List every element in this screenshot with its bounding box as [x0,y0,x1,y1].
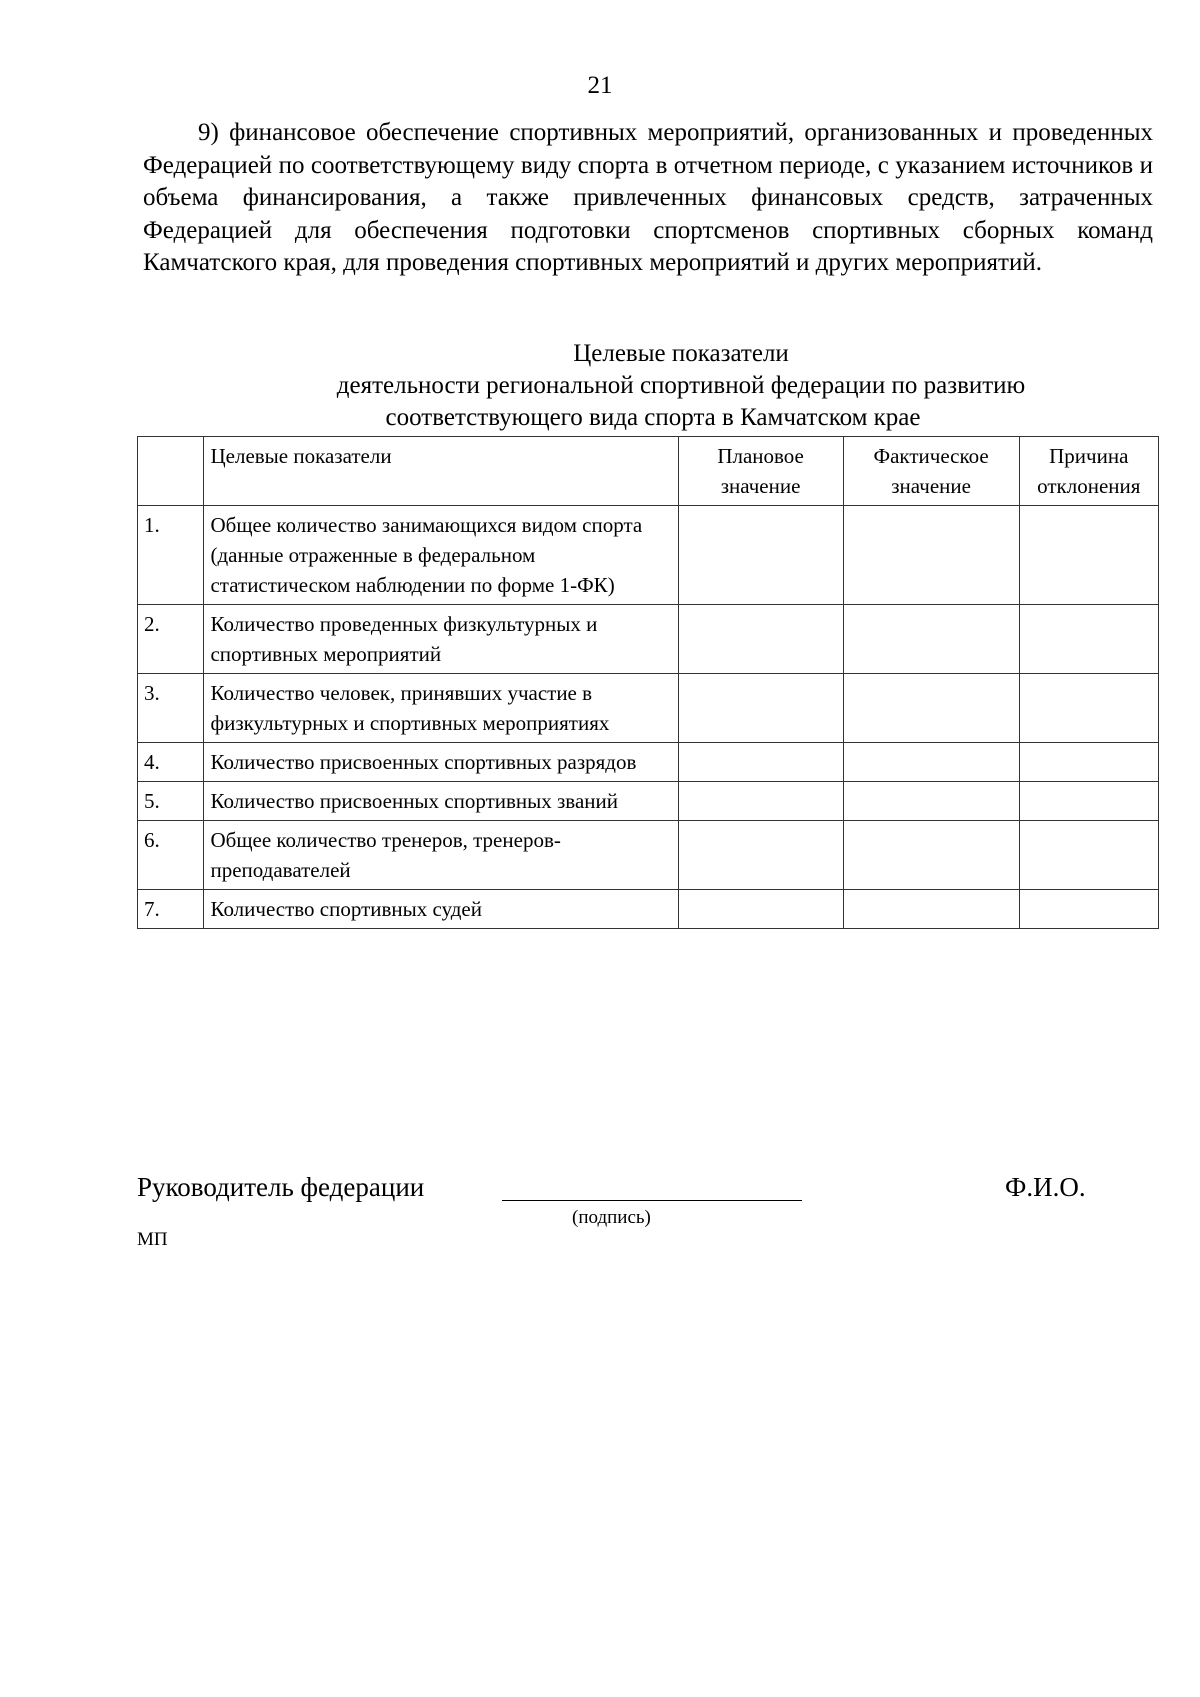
row-fact [843,890,1019,929]
row-plan [678,890,843,929]
stamp-label: МП [137,1229,168,1250]
row-num: 5. [138,782,204,821]
row-indicator: Количество человек, принявших участие в физкультурных и спортивных мероприятиях [204,674,678,743]
row-reason [1019,605,1158,674]
header-plan [678,437,843,506]
table-row [138,674,1159,743]
body-paragraph: 9) финансовое обеспечение спортивных мероприятий, организованных и проведенных Федерацией по соответствующему виду спорта в отчетном периоде, с указанием источников и объема финансирования, а также привлеченных финансовых средств, затраченных Федерацией для обеспечения подготовки спортсменов спортивных сборных команд Камчатского края, для проведения спортивных мероприятий и других мероприятий. [143,119,1153,277]
table-row [138,782,1159,821]
header-fact [843,437,1019,506]
row-indicator: Общее количество тренеров, тренеров-преподавателей [204,821,678,890]
header-num [138,437,204,506]
row-indicator: Количество проведенных физкультурных и спортивных мероприятий [204,605,678,674]
indicators-table [137,436,1159,929]
row-plan [678,605,843,674]
row-reason [1019,506,1158,605]
page-number: 21 [587,72,613,99]
table-row [138,743,1159,782]
row-fact [843,674,1019,743]
header-reason [1019,437,1158,506]
table-row [138,605,1159,674]
row-plan [678,674,843,743]
row-num: 7. [138,890,204,929]
header-plan-line-2: значение [720,474,801,498]
row-num: 4. [138,743,204,782]
row-fact [843,821,1019,890]
row-indicator: Количество присвоенных спортивных разрядов [204,743,678,782]
full-name-label: Ф.И.О. [1005,1172,1086,1202]
signature-caption: (подпись) [572,1207,651,1228]
row-fact [843,605,1019,674]
header-reason-line-2: отклонения [1037,474,1141,498]
row-num: 2. [138,605,204,674]
row-indicator: Количество спортивных судей [204,890,678,929]
row-reason [1019,821,1158,890]
row-fact [843,782,1019,821]
federation-head-label: Руководитель федерации [137,1172,425,1202]
row-num: 6. [138,821,204,890]
row-plan [678,821,843,890]
header-reason-line-1: Причина [1049,444,1129,468]
row-num: 3. [138,674,204,743]
row-reason [1019,782,1158,821]
row-indicator: Количество присвоенных спортивных званий [204,782,678,821]
table-header-row [138,437,1159,506]
row-reason [1019,890,1158,929]
signature-row [137,1170,1147,1210]
row-fact [843,506,1019,605]
table-row [138,821,1159,890]
signature-line [502,1200,802,1201]
row-fact [843,743,1019,782]
header-fact-line-2: значение [891,474,971,498]
table-title [126,338,1200,434]
row-reason [1019,743,1158,782]
header-fact-line-1: Фактическое [873,444,989,468]
row-plan [678,743,843,782]
row-plan [678,782,843,821]
table-title-line-3: соответствующего вида спорта в Камчатском крае [385,404,921,431]
row-reason [1019,674,1158,743]
row-num: 1. [138,506,204,605]
table-row [138,890,1159,929]
header-indicator: Целевые показатели [204,437,678,506]
header-plan-line-1: Плановое [717,444,804,468]
row-plan [678,506,843,605]
row-indicator: Общее количество занимающихся видом спорта (данные отраженные в федеральном статистическом наблюдении по форме 1-ФК) [204,506,678,605]
table-row [138,506,1159,605]
table-title-line-2: деятельности региональной спортивной федерации по развитию [336,372,1026,399]
table-title-line-1: Целевые показатели [573,340,789,367]
